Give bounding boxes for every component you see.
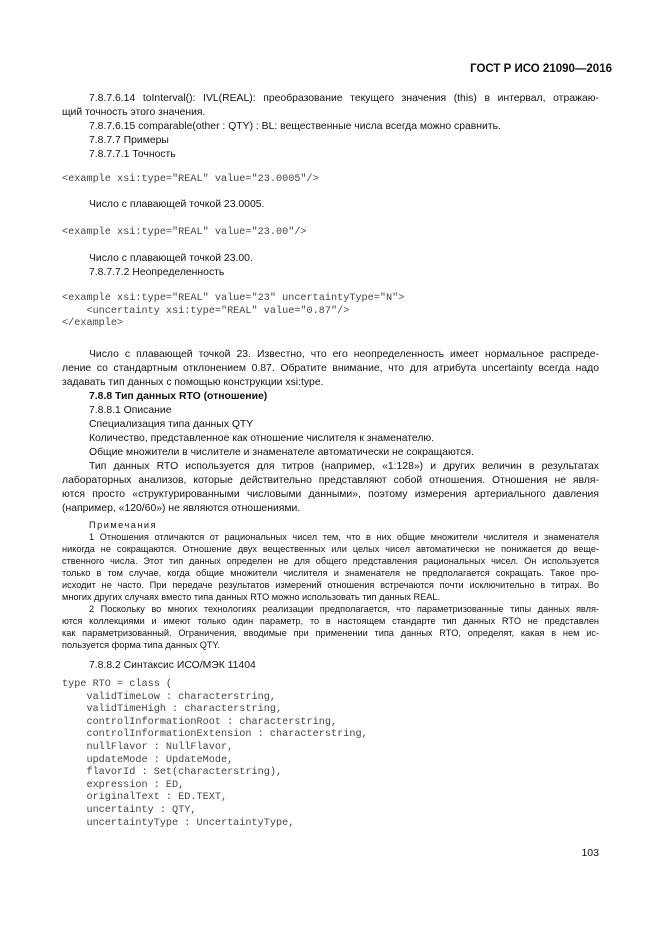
notes-title: Примечания <box>89 520 158 530</box>
code-example-1: <example xsi:type="REAL" value="23.0005"/> <box>62 174 319 185</box>
note1-line5: исходит не часто. При передаче результатов измерений отношения встречаются почти исключительно в титрах. Во <box>62 580 599 590</box>
rto-usage-line3: ются просто «структурированными числовыми данными», поэтому измерения артериального давления <box>62 489 599 500</box>
rto-usage-line4: (например, «120/60») не являются отношениями. <box>62 503 301 514</box>
rto-common-factors: Общие множители в числителе и знаменателе автоматически не сокращаются. <box>89 447 474 458</box>
page-number: 103 <box>581 847 599 859</box>
uncertainty-para-line2: ление со стандартным отклонением 0.87. Обратите внимание, что для атрибута uncertainty всегда надо <box>62 363 599 374</box>
note1-line4: только в том случае, когда общие множители числителя и знаменателя не предполагается сокращать. Такое про- <box>62 568 599 578</box>
text-example-2: Число с плавающей точкой 23.00. <box>89 253 253 264</box>
uncertainty-para-line3: задавать тип данных с помощью конструкции xsi:type. <box>62 377 324 388</box>
standard-header: ГОСТ Р ИСО 21090—2016 <box>470 63 612 75</box>
clause-comparable: 7.8.7.6.15 comparable(other : QTY) : BL: вещественные числа всегда можно сравнить. <box>89 121 501 132</box>
text-example-1: Число с плавающей точкой 23.0005. <box>89 199 265 210</box>
clause-to-interval-line1: 7.8.7.6.14 toInterval(): IVL(REAL): преобразование текущего значения (this) в интервал, отражаю- <box>89 93 599 104</box>
uncertainty-para-line1: Число с плавающей точкой 23. Известно, что его неопределенность имеет нормальное распреде- <box>89 349 599 360</box>
code-example-3: <example xsi:type="REAL" value="23" uncertaintyType="N"> <uncertainty xsi:type="REAL" value="0.87"/> </example> <box>62 293 405 330</box>
heading-rto-description: 7.8.8.1 Описание <box>89 405 172 416</box>
heading-precision: 7.8.7.7.1 Точность <box>89 149 176 160</box>
note2-line2: ются коллекциями и имеют только один параметр, то в настоящем стандарте тип данных RTO не представлен <box>62 616 599 626</box>
code-rto-syntax: type RTO = class ( validTimeLow : characterstring, validTimeHigh : characterstring, controlInformationRoot : characterstring, controlInformationExtension : characterstring, nullFlavor : NullFlavor, updateMode : UpdateMode, flavorId : Set(characterstring), expression : ED, originalText : ED.TEXT, uncertainty : QTY, uncertaintyType : UncertaintyType, <box>62 679 368 829</box>
note1-line1: 1 Отношения отличаются от рациональных чисел тем, что в них общие множители числителя и знаменателя <box>89 532 599 542</box>
note1-line3: ственного числа. Этот тип данных определен не для общего представления рациональных чисел. Он используется <box>62 556 599 566</box>
heading-rto: 7.8.8 Тип данных RTO (отношение) <box>89 391 268 402</box>
code-example-2: <example xsi:type="REAL" value="23.00"/> <box>62 227 307 238</box>
heading-uncertainty: 7.8.7.7.2 Неопределенность <box>89 267 225 278</box>
heading-syntax: 7.8.8.2 Синтаксис ИСО/МЭК 11404 <box>89 660 256 671</box>
rto-usage-line1: Тип данных RTO используется для титров (например, «1:128») и других величин в результатах <box>89 461 599 472</box>
heading-examples: 7.8.7.7 Примеры <box>89 135 169 146</box>
note2-line4: пользуется форма типа данных QTY. <box>62 640 221 650</box>
note2-line1: 2 Поскольку во многих технологиях реализации предполагается, что параметризованные типы данных явля- <box>89 604 599 614</box>
rto-quantity: Количество, представленное как отношение числителя к знаменателю. <box>89 433 435 444</box>
rto-usage-line2: лабораторных анализов, которые действительно представляют собой отношения. Отношения не явля- <box>62 475 599 486</box>
note1-line6: многих других случаях вместо типа данных RTO можно использовать тип данных REAL. <box>62 592 441 602</box>
rto-specialization: Специализация типа данных QTY <box>89 419 254 430</box>
note2-line3: как параметризованный. Ограничения, вводимые при применении типа данных RTO, определят, какая в нем ис- <box>62 628 599 638</box>
note1-line2: никогда не сокращаются. Отношение двух вещественных или целых чисел автоматически не понижается до веще- <box>62 544 599 554</box>
clause-to-interval-line2: щий точность этого значения. <box>62 107 206 118</box>
